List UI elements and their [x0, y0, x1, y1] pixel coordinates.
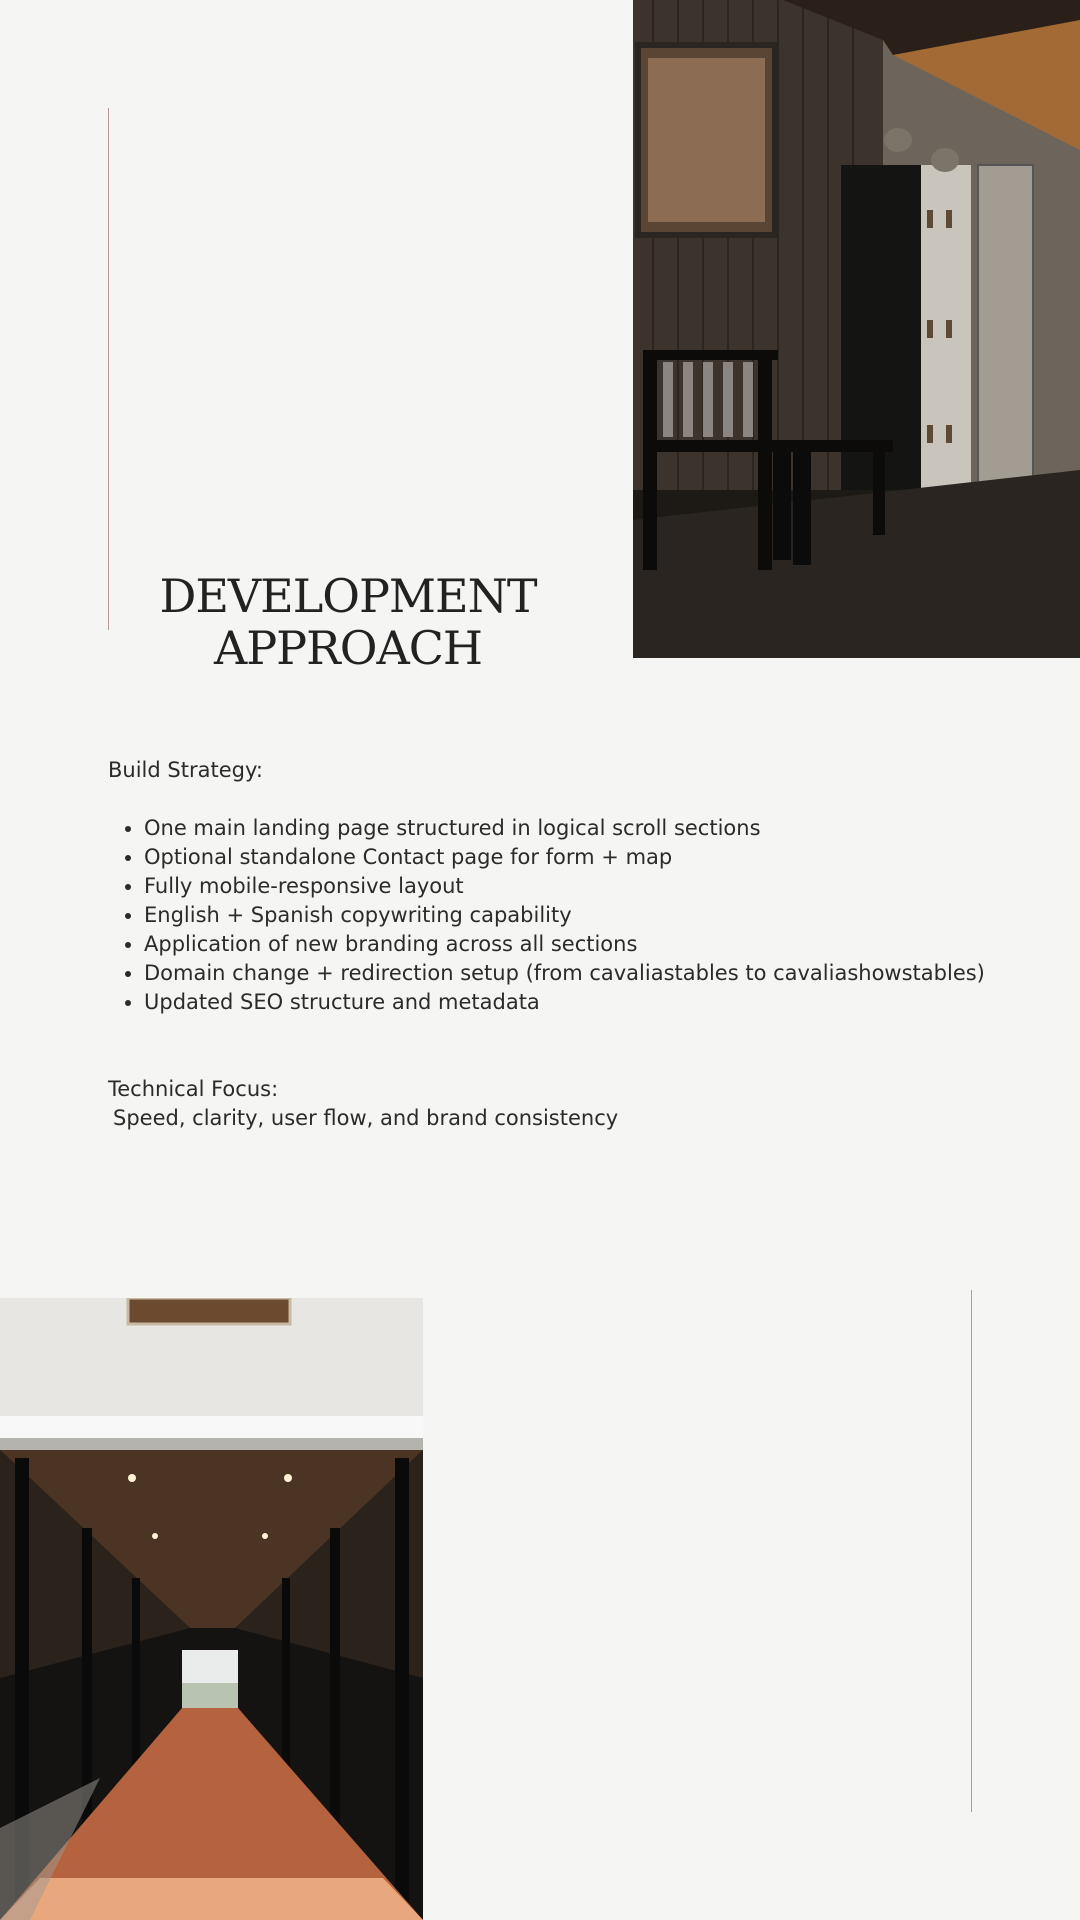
list-item: • Domain change + redirection setup (from cavaliastables to cavaliashowstables)	[144, 959, 1008, 988]
list-item: • One main landing page structured in logical scroll sections	[144, 814, 1008, 843]
technical-focus-label: Technical Focus:	[108, 1077, 279, 1101]
title-line-2: APPROACH	[214, 621, 482, 675]
technical-focus-detail: Speed, clarity, user flow, and brand consistency	[113, 1106, 619, 1130]
build-strategy-list	[108, 814, 1008, 1017]
list-item: • English + Spanish copywriting capability	[144, 901, 1008, 930]
title-line-1: DEVELOPMENT	[159, 569, 537, 623]
build-strategy-label: Build Strategy:	[108, 758, 263, 782]
list-item: • Application of new branding across all sections	[144, 930, 1008, 959]
decorative-line-bottom	[971, 1290, 972, 1812]
list-item: • Optional standalone Contact page for form + map	[144, 843, 1008, 872]
page-title	[150, 570, 546, 674]
list-item: • Updated SEO structure and metadata	[144, 988, 1008, 1017]
development-approach-content	[108, 756, 1008, 1133]
barn-aisle-photo	[0, 1298, 423, 1920]
decorative-line-top	[108, 108, 109, 630]
list-item: • Fully mobile-responsive layout	[144, 872, 1008, 901]
stable-interior-photo	[633, 0, 1080, 658]
